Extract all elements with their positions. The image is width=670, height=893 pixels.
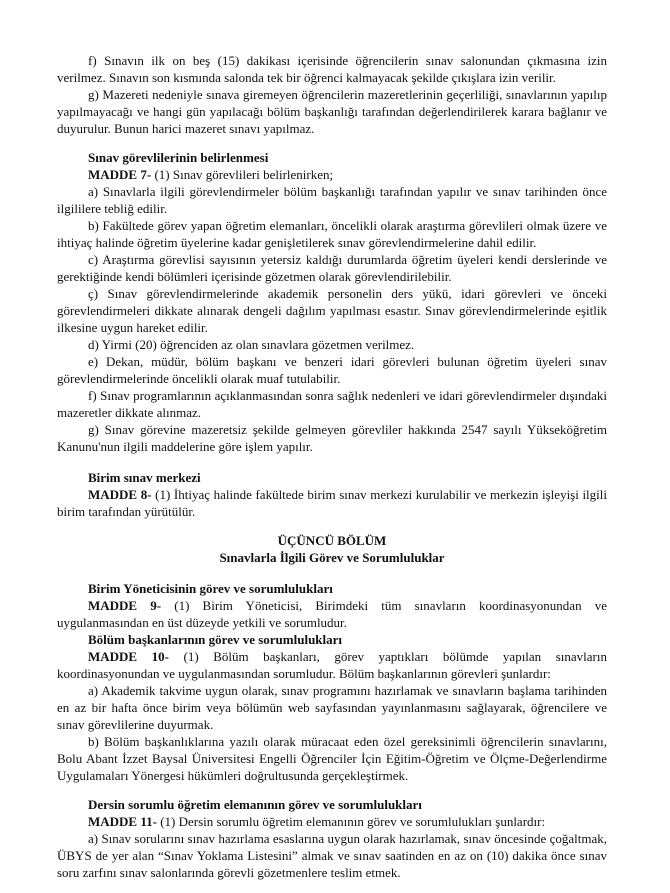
madde-9-text: (1) Birim Yöneticisi, Birimdeki tüm sınavların koordinasyonundan ve uygulanmasından en üst düzeyde yetkili ve sorumludur. xyxy=(57,598,607,630)
madde-7-item-a: a) Sınavlarla ilgili görevlendirmeler bölüm başkanlığı tarafından yapılır ve sınav tarihinden önce ilgililere tebliğ edilir. xyxy=(57,184,607,216)
madde-7-item-cc: ç) Sınav görevlendirmelerinde akademik personelin ders yükü, idari görevleri ve önceki görevlendirmeleri dikkate alınarak dengeli dağılım yapılması esastır. Sınav görevlendirmelerinde eşitlik ilkesine uygun hareket edilir. xyxy=(57,286,607,335)
chapter-title: ÜÇÜNCÜ BÖLÜM xyxy=(277,533,387,548)
madde-10 xyxy=(57,648,607,682)
madde-10-item-a: a) Akademik takvime uygun olarak, sınav programını hazırlamak ve sınavların başlama tarihinden en az bir hafta önce birim veya bölümün web sayfasından yayınlanmasını sağlayarak, öğrencilere ve sınav görevlilerine duyurmak. xyxy=(57,683,607,732)
madde-7-item-b: b) Fakültede görev yapan öğretim elemanları, öncelikli olarak araştırma görevlileri olmak üzere ve ihtiyaç halinde öğretim üyelerine kadar genişletilerek sınav görevlendirmelerine dahil edilir. xyxy=(57,218,607,250)
section-heading-exam-proctors: Sınav görevlilerinin belirlenmesi xyxy=(88,150,269,165)
madde-8-label: MADDE 8- xyxy=(88,487,152,502)
madde-7-item-g: g) Sınav görevine mazeretsiz şekilde gelmeyen görevliler hakkında 2547 sayılı Yükseköğretim Kanunu'nun ilgili maddelerine göre işlem yapılır. xyxy=(57,422,607,454)
section-heading-unit-manager: Birim Yöneticisinin görev ve sorumlulukları xyxy=(88,581,333,596)
madde-10-item-b: b) Bölüm başkanlıklarına yazılı olarak müracaat eden özel gereksinimli öğrencilerin sınavlarını, Bolu Abant İzzet Baysal Üniversitesi Engelli Öğrenciler İçin Eğitim-Öğretim ve Ölçme-Değerlendirme Uygulamaları Yönergesi hükümleri doğrultusunda gerçekleştirmek. xyxy=(57,734,607,783)
madde-7-text: (1) Sınav görevlileri belirlenirken; xyxy=(151,167,334,182)
madde-11-item-a: a) Sınav sorularını sınav hazırlama esaslarına uygun olarak hazırlamak, sınav öncesinde çoğaltmak, ÜBYS de yer alan “Sınav Yoklama Listesini” almak ve sınav saatinden en az on (10) dakika önce sınav soru zarfını sınav salonlarında görevli gözetmenlere teslim etmek. xyxy=(57,831,607,880)
madde-8-text: (1) İhtiyaç halinde fakültede birim sınav merkezi kurulabilir ve merkezin işleyişi ilgili birim tarafından yürütülür. xyxy=(57,487,608,519)
madde-7-item-c: c) Araştırma görevlisi sayısının yetersiz kaldığı durumlarda öğretim üyeleri kendi derslerinde ve gerektiğinde kendi bölümleri içerisinde gözetmen olarak görevlendirilebilir. xyxy=(57,252,607,284)
section-heading-course-instructor: Dersin sorumlu öğretim elemanının görev ve sorumlulukları xyxy=(88,797,422,812)
madde-8 xyxy=(57,486,607,520)
madde-7-item-f: f) Sınav programlarının açıklanmasından sonra sağlık nedenleri ve idari görevlendirmeler dışındaki mazeretler dikkate alınmaz. xyxy=(57,388,607,420)
section-heading-unit-exam-center: Birim sınav merkezi xyxy=(88,470,201,485)
madde-10-text: (1) Bölüm başkanları, görev yaptıkları bölümde yapılan sınavların koordinasyonundan ve uygulanmasından sorumludur. Bölüm başkanlarının görevleri şunlardır: xyxy=(57,649,607,681)
madde-9 xyxy=(57,597,607,631)
madde-7-item-e: e) Dekan, müdür, bölüm başkanı ve benzeri idari görevleri bulunan öğretim üyeleri sınav görevlendirmelerinde öncelikli olarak muaf tutulabilir. xyxy=(57,354,607,386)
madde-11-label: MADDE 11- xyxy=(88,814,157,829)
madde-7 xyxy=(57,166,607,183)
madde-10-label: MADDE 10- xyxy=(88,649,169,664)
paragraph-f-exit-rule: f) Sınavın ilk on beş (15) dakikası içerisinde öğrencilerin sınav salonundan çıkmasına izin verilmez. Sınavın son kısmında salonda tek bir öğrenci kalmayacak şekilde çıkışlara izin verilir. xyxy=(57,53,607,85)
madde-9-label: MADDE 9- xyxy=(88,598,162,613)
chapter-heading-block xyxy=(57,532,607,566)
section-heading-department-heads: Bölüm başkanlarının görev ve sorumlulukları xyxy=(88,632,343,647)
madde-11-text: (1) Dersin sorumlu öğretim elemanının görev ve sorumlulukları şunlardır: xyxy=(156,814,546,829)
madde-11 xyxy=(57,813,607,830)
madde-7-label: MADDE 7- xyxy=(88,167,152,182)
paragraph-g-excuse-rule: g) Mazereti nedeniyle sınava giremeyen öğrencilerin mazeretlerinin geçerliliği, sınavlarının yapılıp yapılmayacağı ve hangi gün yapılacağı bölüm başkanlığı tarafından değerlendirilerek karara bağlanır ve duyurulur. Bunun harici mazeret sınavı yapılmaz. xyxy=(57,87,607,136)
chapter-subtitle: Sınavlarla İlgili Görev ve Sorumluluklar xyxy=(219,550,445,565)
madde-7-item-d: d) Yirmi (20) öğrenciden az olan sınavlara gözetmen verilmez. xyxy=(88,337,415,352)
